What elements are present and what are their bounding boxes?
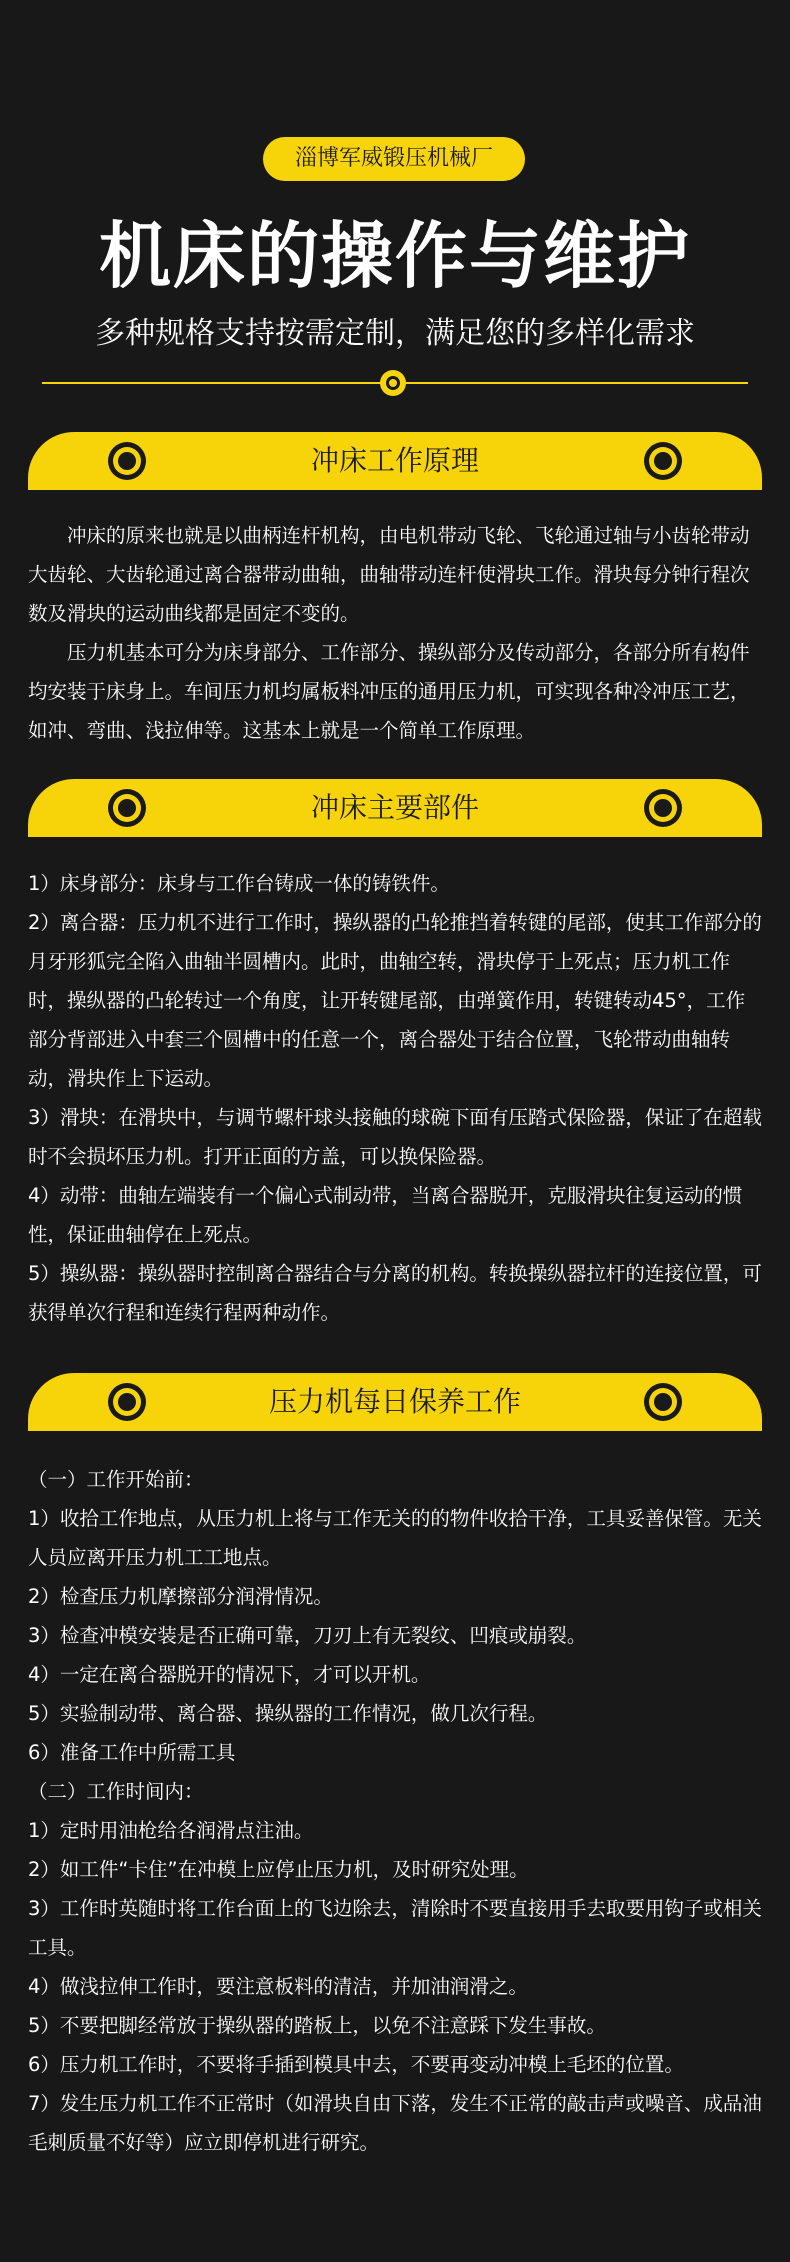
page-title: 机床的操作与维护 <box>98 214 691 298</box>
list-item: 2）离合器：压力机不进行工作时，操纵器的凸轮推挡着转键的尾部，使其工作部分的月牙形狐完全陷入曲轴半圆槽内。此时，曲轴空转，滑块停于上死点；压力机工作时，操纵器的凸轮转过一个角度，让开转键尾部，由弹簧作用，转键转动45°，工作部分背部进入中套三个圆槽中的任意一个，离合器处于结合位置，飞轮带动曲轴转动，滑块作上下运动。 <box>28 911 762 1090</box>
list-item: 6）准备工作中所需工具 <box>28 1741 236 1764</box>
list-item: （一）工作开始前： <box>28 1468 204 1491</box>
page-subtitle: 多种规格支持按需定制，满足您的多样化需求 <box>95 316 695 351</box>
section-body-principle <box>28 516 762 750</box>
list-item: 5）实验制动带、离合器、操纵器的工作情况，做几次行程。 <box>28 1702 548 1725</box>
section-body-components <box>28 864 762 1332</box>
target-icon <box>644 789 682 827</box>
list-item: 5）不要把脚经常放于操纵器的踏板上，以免不注意踩下发生事故。 <box>28 2014 606 2037</box>
divider-dot-icon <box>380 370 406 396</box>
section-body-maintenance <box>28 1460 762 2162</box>
list-item: 7）发生压力机工作不正常时（如滑块自由下落，发生不正常的敲击声或噪音、成品油毛刺质量不好等）应立即停机进行研究。 <box>28 2092 762 2154</box>
target-icon <box>644 442 682 480</box>
section-title: 冲床主要部件 <box>310 791 479 824</box>
list-item: 2）检查压力机摩擦部分润滑情况。 <box>28 1585 333 1608</box>
section-title: 冲床工作原理 <box>310 444 479 477</box>
list-item: 1）床身部分：床身与工作台铸成一体的铸铁件。 <box>28 872 450 895</box>
list-item: 3）检查冲模安装是否正确可靠，刀刃上有无裂纹、凹痕或崩裂。 <box>28 1624 587 1647</box>
list-item: 6）压力机工作时，不要将手插到模具中去，不要再变动冲模上毛坯的位置。 <box>28 2053 684 2076</box>
section-header-components <box>28 779 762 837</box>
section-header-principle <box>28 432 762 490</box>
list-item: 4）一定在离合器脱开的情况下，才可以开机。 <box>28 1663 431 1686</box>
section-header-maintenance <box>28 1373 762 1431</box>
paragraph: 冲床的原来也就是以曲柄连杆机构，由电机带动飞轮、飞轮通过轴与小齿轮带动大齿轮、大齿轮通过离合器带动曲轴，曲轴带动连杆使滑块工作。滑块每分钟行程次数及滑块的运动曲线都是固定不变的。 <box>28 524 750 625</box>
list-item: 2）如工件“卡住”在冲模上应停止压力机，及时研究处理。 <box>28 1858 529 1881</box>
target-icon <box>644 1383 682 1421</box>
list-item: 3）滑块：在滑块中，与调节螺杆球头接触的球碗下面有压踏式保险器，保证了在超载时不会损坏压力机。打开正面的方盖，可以换保险器。 <box>28 1106 762 1168</box>
list-item: 4）动带：曲轴左端装有一个偏心式制动带，当离合器脱开，克服滑块往复运动的惯性，保证曲轴停在上死点。 <box>28 1184 743 1246</box>
list-item: 1）定时用油枪给各润滑点注油。 <box>28 1819 314 1842</box>
section-title: 压力机每日保养工作 <box>268 1385 521 1418</box>
list-item: 3）工作时英随时将工作台面上的飞边除去，清除时不要直接用手去取要用钩子或相关工具。 <box>28 1897 762 1959</box>
list-item: 1）收拾工作地点，从压力机上将与工作无关的的物件收拾干净，工具妥善保管。无关人员应离开压力机工工地点。 <box>28 1507 762 1569</box>
list-item: （二）工作时间内： <box>28 1780 204 1803</box>
paragraph: 压力机基本可分为床身部分、工作部分、操纵部分及传动部分，各部分所有构件均安装于床身上。车间压力机均属板料冲压的通用压力机，可实现各种冷冲压工艺，如冲、弯曲、浅拉伸等。这基本上就是一个简单工作原理。 <box>28 641 750 742</box>
brand-name: 淄博军威锻压机械厂 <box>294 146 493 171</box>
list-item: 4）做浅拉伸工作时，要注意板料的清洁，并加油润滑之。 <box>28 1975 528 1998</box>
list-item: 5）操纵器：操纵器时控制离合器结合与分离的机构。转换操纵器拉杆的连接位置，可获得单次行程和连续行程两种动作。 <box>28 1262 762 1324</box>
brand-badge <box>263 137 525 181</box>
